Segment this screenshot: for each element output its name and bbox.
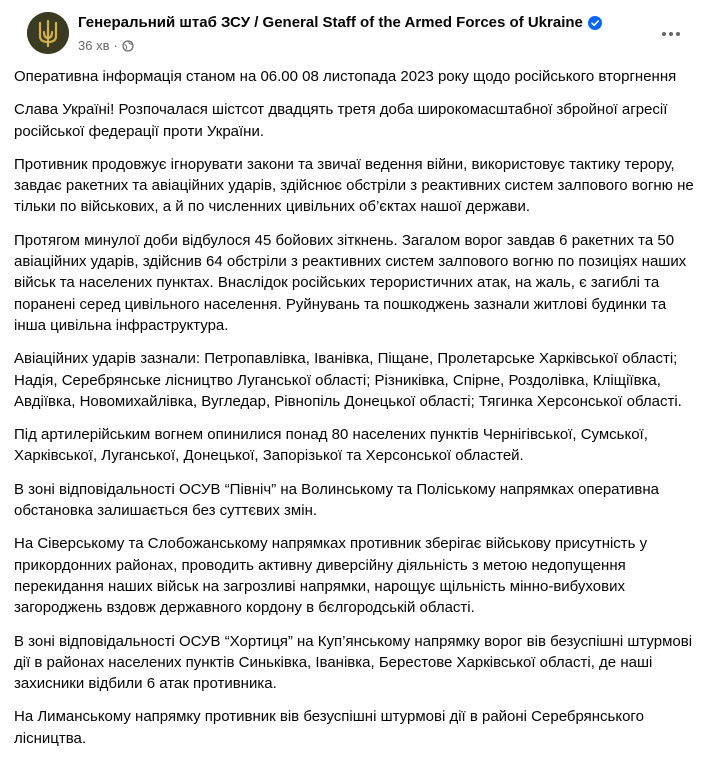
post-header (14, 0, 695, 66)
post-paragraph: На Лиманському напрямку противник вів безуспішні штурмові дії в районі Серебрянського лісництва. (14, 708, 644, 747)
post-paragraph: Оперативна інформація станом на 06.00 08 листопада 2023 року щодо російського вторгнення (14, 68, 677, 85)
meta-separator: · (113, 38, 118, 53)
post-paragraph: Протягом минулої доби відбулося 45 бойових зіткнень. Загалом ворог завдав 6 ракетних та 50 авіаційних ударів, здійснив 64 обстріли з реактивних систем залпового вогню по позиціях наших військ та населених пунктах. Внаслідок російських терористичних атак, на жаль, є загиблі та поранені серед цивільного населення. Руйнувань та пошкоджень зазнали житлові будинки та інша цивільна інфраструктура. (14, 231, 687, 334)
author-line (78, 14, 602, 31)
globe-icon[interactable] (122, 40, 134, 52)
post-paragraph: Противник продовжує ігнорувати закони та звичаї ведення війни, використовує тактику терору, завдає ракетних та авіаційних ударів, здійснює обстріли з реактивних систем залпового вогню не тільки по військових, а й по численних цивільних об’єктах нашої держави. (14, 155, 694, 216)
more-options-button[interactable] (657, 20, 685, 48)
avatar[interactable] (27, 12, 69, 54)
post-paragraph: Авіаційних ударів зазнали: Петропавлівка, Іванівка, Піщане, Пролетарське Харківської області; Надія, Серебрянське лісництво Луганської області; Різниківка, Спірне, Роздолівка, Кліщіївка, Авдіївка, Новомихайлівка, Вугледар, Рівнопіль Донецької області; Тягинка Херсонської області. (14, 350, 682, 410)
post-paragraph: На Сіверському та Слобожанському напрямках противник зберігає військову присутність у прикордонних районах, проводить активну диверсійну діяльність з метою недопущення перекидання наших військ на загрозливі напрямки, нарощує щільність мінно-вибухових загороджень вздовж державного кордону в бєлгородській області. (14, 535, 648, 617)
post-meta (78, 38, 134, 53)
post-paragraph: Слава Україні! Розпочалася шістсот двадцять третя доба широкомасштабної збройної агресії російської федерації проти України. (14, 101, 668, 140)
more-dots-icon (662, 32, 680, 36)
verified-badge-icon (588, 16, 602, 30)
post-text (14, 66, 695, 749)
post-paragraph: Під артилерійським вогнем опинилися понад 80 населених пунктів Чернігівської, Сумської, Харківської, Луганської, Донецької, Запорізької та Херсонської областей. (14, 426, 648, 465)
post-paragraph: В зоні відповідальності ОСУВ “Хортиця” на Куп’янському напрямку ворог вів безуспішні штурмові дії в районах населених пунктів Синьківка, Іванівка, Берестове Харківської області, де наші захисники відбили 6 атак противника. (14, 632, 693, 693)
trident-emblem-icon (27, 12, 69, 54)
page-name-link[interactable]: Генеральний штаб ЗСУ / General Staff of the Armed Forces of Ukraine (78, 14, 583, 31)
post-timestamp-link[interactable]: 36 хв (78, 38, 110, 53)
post-paragraph: В зоні відповідальності ОСУВ “Північ” на Волинському та Поліському напрямках оперативна обстановка залишається без суттєвих змін. (14, 480, 660, 520)
